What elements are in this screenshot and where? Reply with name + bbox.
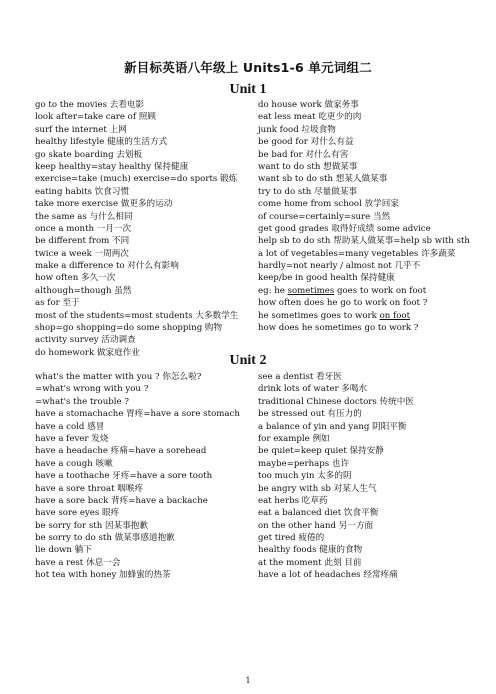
phrase-line: want to do sth 想做某事 [258, 161, 358, 172]
phrase-line: most of the students=most students 大多数学生 [35, 310, 239, 321]
phrase-line: of course=certainly=sure 当然 [258, 211, 391, 222]
document-title: 新目标英语八年级上 Units1-6 单元词组二 [124, 60, 372, 75]
phrase-line: =what's the trouble ? [35, 396, 129, 407]
unit-2-right-column [258, 371, 414, 582]
phrase-line: traditional Chinese doctors 传统中医 [258, 396, 414, 407]
phrase-line: have sore eyes 眼疼 [35, 508, 120, 519]
phrase-line: be sorry to do sth 做某事感道抱歉 [35, 533, 175, 544]
phrase-line: take more exercise 做更多的运动 [35, 199, 173, 210]
phrase-line: have a headache 疼痛=have a sorehead [35, 446, 207, 457]
phrase-line: make a difference to 对什么有影响 [35, 261, 179, 272]
phrase-line: eat herbs 吃草药 [258, 495, 328, 506]
phrase-line: have a cough 咳嗽 [35, 458, 113, 469]
phrase-line: go to the movies 去看电影 [35, 100, 145, 110]
phrase-line: a lot of vegetables=many vegetables 许多蔬菜 [258, 248, 456, 259]
phrase-line: the same as 与什么相同 [35, 211, 133, 222]
phrase-line: be different from 不同 [35, 236, 130, 247]
phrase-line: do homework 做家庭作业 [35, 347, 140, 358]
unit-2-left-column [35, 371, 240, 582]
phrase-line: exercise=take (much) exercise=do sports 锻炼 [35, 174, 238, 185]
phrase-line: have a rest 休息一会 [35, 557, 121, 568]
phrase-line: lie down 躺下 [35, 545, 92, 556]
underlined-word: on foot [379, 310, 411, 321]
underlined-word: sometimes [287, 285, 335, 296]
phrase-line: have a stomachache 胃疼=have a sore stomach [35, 409, 240, 420]
phrase-line: although=though 虽然 [35, 285, 132, 296]
unit-1-left-column [35, 99, 238, 359]
phrase-line: activity survey 活动调查 [35, 335, 136, 346]
page-number: 1 [245, 676, 251, 685]
phrase-line: do house work 做家务事 [258, 100, 359, 110]
phrase-line: as for 至于 [35, 298, 80, 309]
phrase-line: get good grades 取得好成绩 some advice [258, 223, 431, 234]
phrase-line: come home from school 放学回家 [258, 199, 399, 210]
phrase-line: for example 例如 [258, 433, 330, 444]
phrase-line: =what's wrong with you ? [35, 384, 149, 395]
phrase-line: he sometimes goes to work on foot [258, 310, 411, 321]
phrase-line: try to do sth 尽量做某事 [258, 186, 358, 197]
phrase-line: junk food 垃圾食物 [258, 124, 336, 135]
phrase-line: eat a balanced diet 饮食平衡 [258, 508, 379, 519]
phrase-line: look after=take care of 照顾 [35, 112, 156, 123]
phrase-line: on the other hand 另一方面 [258, 520, 374, 531]
phrase-line: healthy lifestyle 健康的生活方式 [35, 137, 168, 148]
phrase-line: get tired 疲倦的 [258, 533, 325, 544]
phrase-line: be stressed out 有压力的 [258, 409, 362, 420]
phrase-line: go skate boarding 去划板 [35, 149, 143, 160]
phrase-line: at the moment 此刻 目前 [258, 557, 362, 568]
phrase-line: how does he sometimes go to work ? [258, 323, 419, 334]
phrase-line: have a cold 感冒 [35, 421, 105, 432]
phrase-line: how often does he go to work on foot ? [258, 298, 428, 309]
phrase-line: what's the matter with you ? 你怎么啦? [35, 372, 202, 382]
phrase-line: shop=go shopping=do some shopping 购物 [35, 323, 223, 334]
phrase-line: have a fever 发烧 [35, 433, 109, 444]
phrase-line: hardly=not nearly / almost not 几乎不 [258, 261, 421, 272]
unit-2-heading: Unit 2 [229, 353, 267, 368]
phrase-line: see a dentist 看牙医 [258, 372, 342, 382]
phrase-line: too much yin 太多的阴 [258, 471, 352, 482]
phrase-line: maybe=perhaps 也许 [258, 458, 350, 469]
phrase-line: how often 多久一次 [35, 273, 116, 284]
phrase-line: be good for 对什么有益 [258, 137, 354, 148]
phrase-line: eating habits 饮食习惯 [35, 186, 130, 197]
phrase-line: help sb to do sth 帮助某人做某事=help sb with sth [258, 236, 470, 247]
phrase-line: once a month 一月一次 [35, 223, 132, 234]
phrase-line: healthy foods 健康的食物 [258, 545, 363, 556]
phrase-line: a balance of yin and yang 阴阳平衡 [258, 421, 407, 432]
phrase-line: be sorry for sth 因某事抱歉 [35, 520, 148, 531]
phrase-line: hot tea with honey 加蜂蜜的热茶 [35, 570, 171, 581]
phrase-line: be angry with sb 对某人生气 [258, 483, 377, 494]
phrase-line: have a sore back 背疼=have a backache [35, 495, 208, 506]
phrase-line: drink lots of water 多喝水 [258, 384, 368, 395]
unit-1-right-column [258, 99, 470, 334]
phrase-line: eg: he sometimes goes to work on foot [258, 285, 427, 296]
phrase-line: have a lot of headaches 经常疼痛 [258, 570, 398, 581]
phrase-line: have a sore throat 咽喉疼 [35, 483, 144, 494]
phrase-line: twice a week 一周两次 [35, 248, 129, 259]
phrase-line: be quiet=keep quiet 保持安静 [258, 446, 384, 457]
unit-1-heading: Unit 1 [229, 82, 267, 97]
phrase-line: be bad for 对什么有害 [258, 149, 349, 160]
phrase-line: surf the internet 上网 [35, 124, 127, 135]
phrase-line: eat less meat 吃更少的肉 [258, 112, 362, 123]
phrase-line: keep/be in good health 保持健康 [258, 273, 395, 284]
phrase-line: keep healthy=stay healthy 保持健康 [35, 161, 189, 172]
phrase-line: want sb to do sth 想某人做某事 [258, 174, 388, 185]
phrase-line: have a toothache 牙疼=have a sore tooth [35, 471, 213, 482]
